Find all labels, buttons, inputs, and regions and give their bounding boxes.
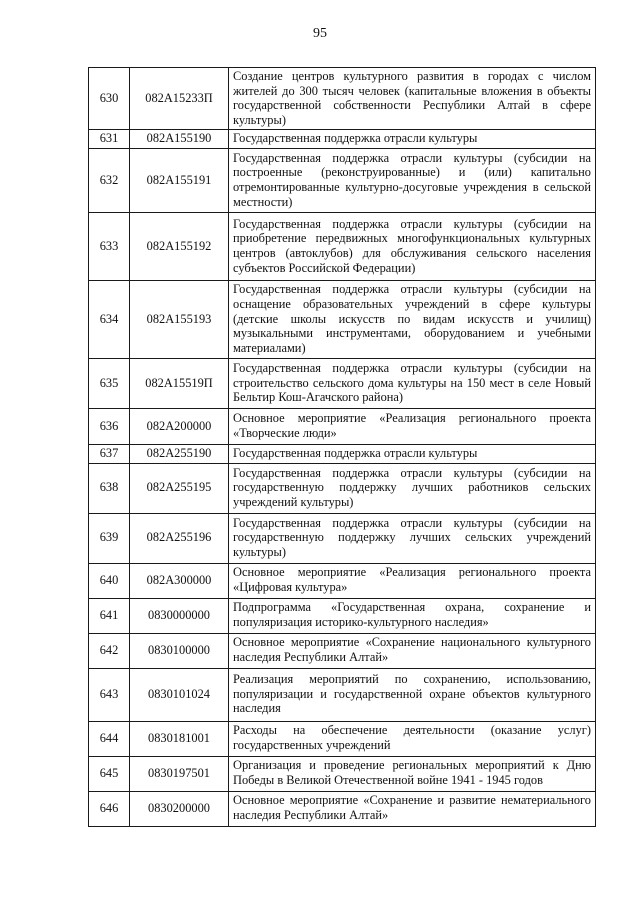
row-description: Государственная поддержка отрасли культуры (субсидии на строительство сельского дома культуры на 150 мест в селе Новый Бельтир Кош-Агачского района) <box>229 358 596 408</box>
table-row <box>89 280 596 358</box>
table-row <box>89 408 596 444</box>
row-number: 634 <box>89 280 130 358</box>
row-description: Государственная поддержка отрасли культуры (субсидии на государственную поддержку лучших сельских учреждений культуры) <box>229 513 596 563</box>
row-number: 638 <box>89 463 130 513</box>
table-row <box>89 598 596 633</box>
table-row <box>89 358 596 408</box>
row-number: 642 <box>89 633 130 668</box>
row-number: 641 <box>89 598 130 633</box>
row-code: 082A255196 <box>130 513 229 563</box>
row-description: Организация и проведение региональных мероприятий к Дню Победы в Великой Отечественной войне 1941 - 1945 годов <box>229 756 596 791</box>
row-number: 635 <box>89 358 130 408</box>
row-description: Государственная поддержка отрасли культуры <box>229 444 596 463</box>
row-code: 0830000000 <box>130 598 229 633</box>
row-description: Подпрограмма «Государственная охрана, сохранение и популяризация историко-культурного наследия» <box>229 598 596 633</box>
row-number: 639 <box>89 513 130 563</box>
row-description: Основное мероприятие «Реализация регионального проекта «Творческие люди» <box>229 408 596 444</box>
table-row <box>89 212 596 280</box>
row-number: 640 <box>89 563 130 598</box>
row-code: 082A15519П <box>130 358 229 408</box>
row-number: 645 <box>89 756 130 791</box>
row-number: 646 <box>89 791 130 826</box>
row-description: Расходы на обеспечение деятельности (оказание услуг) государственных учреждений <box>229 721 596 756</box>
table-row <box>89 791 596 826</box>
row-code: 0830197501 <box>130 756 229 791</box>
row-description: Основное мероприятие «Сохранение и развитие нематериального наследия Республики Алтай» <box>229 791 596 826</box>
table-row <box>89 68 596 130</box>
row-description: Основное мероприятие «Реализация регионального проекта «Цифровая культура» <box>229 563 596 598</box>
table-body <box>89 68 596 827</box>
table-row <box>89 756 596 791</box>
table-row <box>89 463 596 513</box>
row-code: 0830100000 <box>130 633 229 668</box>
row-code: 0830101024 <box>130 668 229 721</box>
page-number: 95 <box>313 26 327 41</box>
table-row <box>89 721 596 756</box>
row-code: 082A155193 <box>130 280 229 358</box>
row-description: Основное мероприятие «Сохранение национального культурного наследия Республики Алтай» <box>229 633 596 668</box>
table-row <box>89 563 596 598</box>
row-description: Государственная поддержка отрасли культуры (субсидии на оснащение образовательных учреждений в сфере культуры (детские школы искусств по видам искусств и училищ) музыкальными инструментами, оборудованием и учебными материалами) <box>229 280 596 358</box>
row-code: 082A155190 <box>130 130 229 149</box>
row-code: 082A300000 <box>130 563 229 598</box>
row-code: 082A255195 <box>130 463 229 513</box>
row-description: Государственная поддержка отрасли культуры <box>229 130 596 149</box>
table-row <box>89 668 596 721</box>
row-number: 644 <box>89 721 130 756</box>
row-code: 082A155191 <box>130 148 229 212</box>
row-description: Реализация мероприятий по сохранению, использованию, популяризации и государственной охране объектов культурного наследия <box>229 668 596 721</box>
row-code: 082A15233П <box>130 68 229 130</box>
row-number: 633 <box>89 212 130 280</box>
row-code: 082A155192 <box>130 212 229 280</box>
row-number: 637 <box>89 444 130 463</box>
row-code: 082A255190 <box>130 444 229 463</box>
row-description: Государственная поддержка отрасли культуры (субсидии на приобретение передвижных многофункциональных культурных центров (автоклубов) для обслуживания сельского населения субъектов Российской Федерации) <box>229 212 596 280</box>
budget-classification-table <box>88 67 596 827</box>
row-description: Создание центров культурного развития в городах с числом жителей до 300 тысяч человек (капитальные вложения в объекты государственной собственности Республики Алтай в сфере культуры) <box>229 68 596 130</box>
row-code: 0830181001 <box>130 721 229 756</box>
row-description: Государственная поддержка отрасли культуры (субсидии на построенные (реконструированные) и (или) капитально отремонтированные культурно-досуговые учреждения в сельской местности) <box>229 148 596 212</box>
row-number: 643 <box>89 668 130 721</box>
row-number: 630 <box>89 68 130 130</box>
row-code: 082A200000 <box>130 408 229 444</box>
table-row <box>89 130 596 149</box>
row-number: 636 <box>89 408 130 444</box>
row-number: 631 <box>89 130 130 149</box>
table-row <box>89 513 596 563</box>
row-description: Государственная поддержка отрасли культуры (субсидии на государственную поддержку лучших работников сельских учреждений культуры) <box>229 463 596 513</box>
table-row <box>89 444 596 463</box>
row-number: 632 <box>89 148 130 212</box>
row-code: 0830200000 <box>130 791 229 826</box>
table-row <box>89 148 596 212</box>
table-row <box>89 633 596 668</box>
